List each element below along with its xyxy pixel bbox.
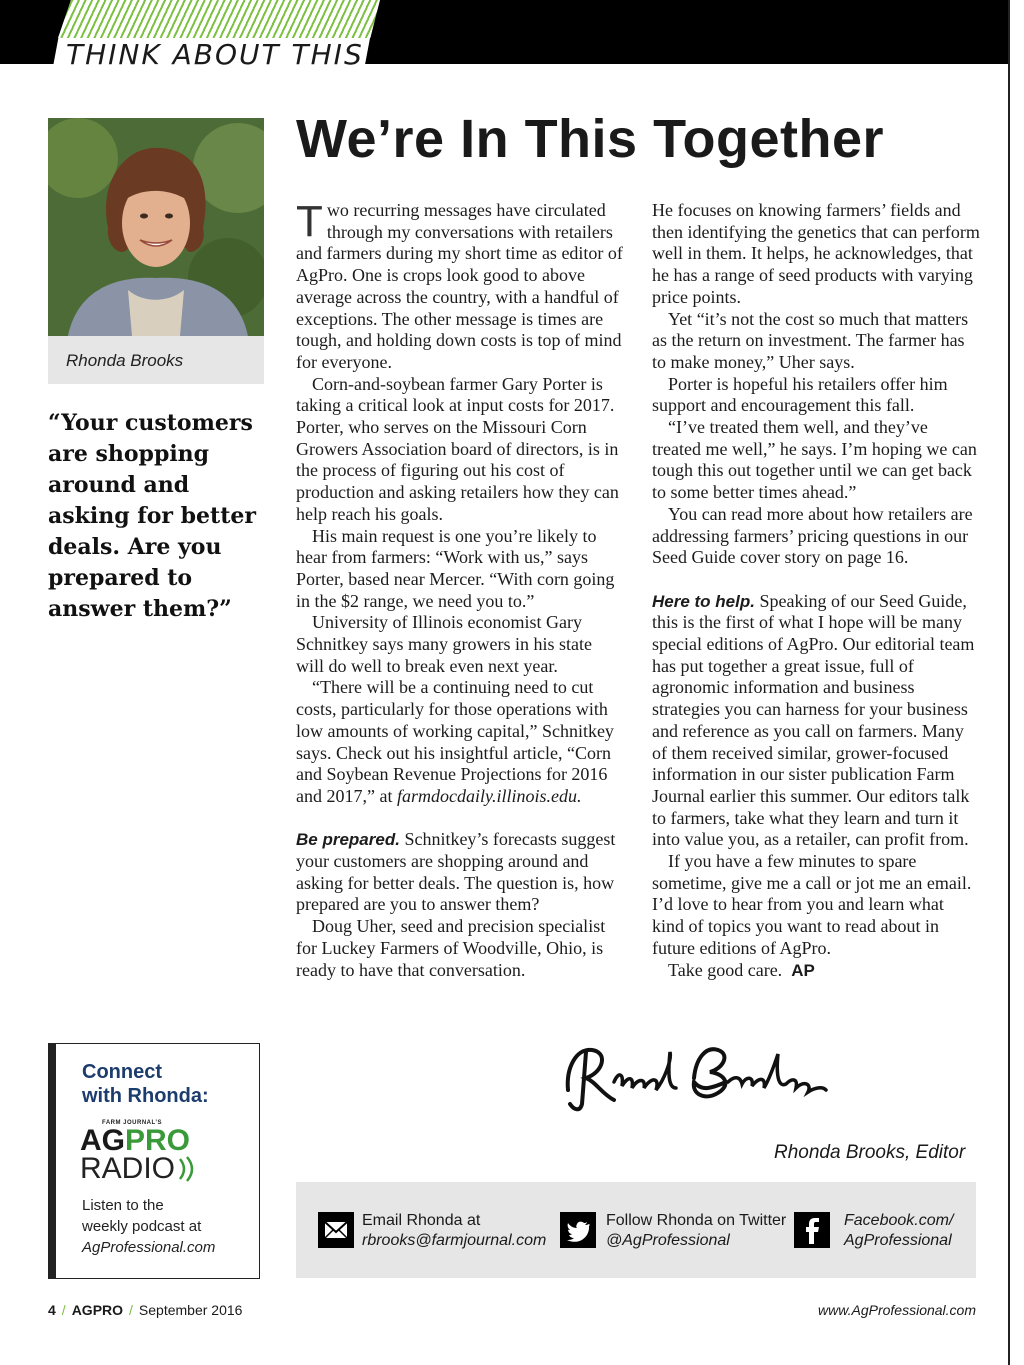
email-icon[interactable] [318,1212,354,1248]
drop-cap: T [296,197,323,246]
paragraph: You can read more about how retailers are addressing farmers’ pricing questions in our Seed Guide cover story on page 16. [652,503,973,568]
footer-brand: AGPRO [71,1302,124,1318]
paragraph: Yet “it’s not the cost so much that matters as the return on investment. The farmer has to make money,” Uher says. [652,308,969,372]
paragraph: Two recurring messages have circulated through my conversations with retailers and farmers during my short time as editor of AgPro. One is crops look good to above average across the country, with a handful of exceptions. The other message is times are tough, and holding down costs is top of mind for everyone. [296,197,623,372]
footer-folio: 4 / AGPRO / September 2016 [48,1302,243,1318]
header-stripes-decoration [58,0,380,38]
article-column-1 [296,197,624,981]
contact-email-label: Email Rhonda at [362,1212,481,1229]
contact-facebook-label[interactable]: Facebook.com/ [844,1212,954,1229]
podcast-text: Listen to the weekly podcast at AgProfessional.com [82,1195,262,1258]
paragraph: Here to help. Speaking of our Seed Guide, this is the first of what I hope will be many special editions of AgPro. Our editorial team has put together a great issue, full of agronomic information and business strategies you can harness for your business and reference as you call on farmers. Many of them received similar, grower-focused information in our sister publication Farm Journal earlier this summer. Our editors talk to farmers, take what they learn and turn it into value you, as a retailer, can profit from. [652,590,975,850]
article-column-2 [652,200,980,981]
paragraph: His main request is one you’re likely to hear from farmers: “Work with us,” says Porter, based near Mercer. “With corn going in the $2 range, we need you to.” [296,525,615,611]
paragraph: He focuses on knowing farmers’ fields and then identifying the genetics that can perform well in them. It helps, he acknowledges, that he has a range of seed products with varying price points. [652,200,980,307]
footer-website[interactable]: www.AgProfessional.com [818,1302,976,1318]
article-headline: We’re In This Together [296,109,885,169]
paragraph: If you have a few minutes to spare sometime, give me a call or jot me an email. I’d love to hear from you and learn what kind of topics you want to read about in future editions of AgPro. [652,851,972,958]
contact-bar [296,1182,976,1278]
radio-logo-kicker: FARM JOURNAL’S [102,1120,163,1126]
connect-title: Connect with Rhonda: [82,1061,209,1107]
run-in-head: Here to help. [652,591,755,611]
paragraph: Be prepared. Schnitkey’s forecasts suggest your customers are shopping around and asking for better deals. The question is, how prepared are you to answer them? [296,829,616,915]
run-in-head: Be prepared. [296,830,400,850]
radio-waves-icon [176,1155,202,1183]
paragraph: Porter is hopeful his retailers offer him support and encouragement this fall. [652,373,948,416]
paragraph: Take good care. AP [668,959,815,980]
podcast-link[interactable]: AgProfessional.com [82,1239,216,1256]
signature-image [556,1038,836,1122]
section-label: THINK ABOUT THIS [66,38,364,71]
contact-email-link[interactable]: rbrooks@farmjournal.com [362,1232,547,1249]
paragraph: “I’ve treated them well, and they’ve treated me well,” he says. I’m hoping we can tough this out together until we can get back to some better times ahead.” [652,417,977,503]
connect-box [48,1043,260,1279]
facebook-icon[interactable] [794,1212,830,1248]
page-edge-rule [1008,0,1010,1365]
contact-twitter-label: Follow Rhonda on Twitter [606,1212,787,1229]
paragraph: University of Illinois economist Gary Schnitkey says many growers in his state will do well to break even next year. [296,612,592,676]
author-photo [48,118,264,336]
radio-logo-word: RADIO [80,1152,176,1185]
twitter-icon[interactable] [560,1212,596,1248]
article-link[interactable]: farmdocdaily.illinois.edu. [396,785,582,806]
photo-caption: Rhonda Brooks [66,351,184,370]
agpro-radio-logo: AGPRO [80,1124,191,1157]
page-number: 4 [48,1302,56,1318]
paragraph: Corn-and-soybean farmer Gary Porter is taking a critical look at input costs for 2017. Porter, who serves on the Missouri Corn Growers Association board of directors, is in the process of figuring out his cost of production and asking retailers how they can help reach his goals. [296,373,619,524]
paragraph: “There will be a continuing need to cut costs, particularly for those operations with low amounts of working capital,” Schnitkey says. Check out his insightful article, “Corn and Soybean Revenue Projections for 2016 and 2017,” at farmdocdaily.illinois.edu. [296,677,614,806]
paragraph: Doug Uher, seed and precision specialist for Luckey Farmers of Woodville, Ohio, is ready to have that conversation. [296,916,606,980]
issue-date: September 2016 [138,1302,243,1318]
contact-facebook-link[interactable]: AgProfessional [844,1232,952,1249]
signoff-mark: AP [791,960,815,980]
pull-quote: “Your customers are shopping around and asking for better deals. Are you prepared to answer them?” [48,410,256,622]
author-photo-card [48,118,264,384]
signature-name-title: Rhonda Brooks, Editor [774,1142,966,1163]
contact-twitter-link[interactable]: @AgProfessional [606,1232,730,1249]
